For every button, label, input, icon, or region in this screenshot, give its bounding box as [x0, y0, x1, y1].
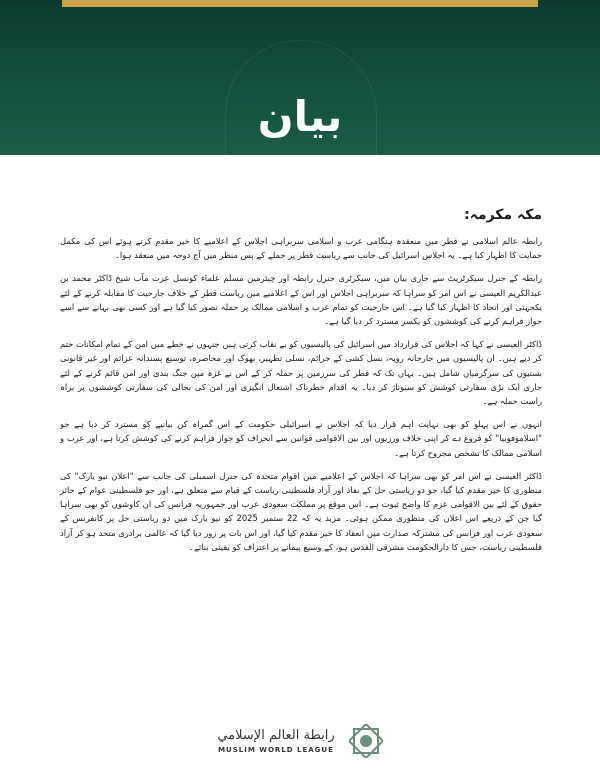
paragraph: رابطہ عالم اسلامی نے قطر میں منعقدہ ہنگامی عرب و اسلامی سربراہی اجلاس کے اعلامیے کا خیر مقدم کرتے ہوئے اس کی مکمل حمایت کا اظہار کیا ہے۔ یہ اجلاس اسرائیل کی جانب سے ریاست قطر پر حملے کے پس منظر میں آج دوحہ میں منعقد ہوا۔ — [60, 236, 542, 261]
logo-text — [217, 727, 334, 755]
paragraph: رابطہ کے جنرل سیکرٹریٹ سے جاری بیان میں، سیکرٹری جنرل رابطہ اور چیئرمین مسلم علماء کونسل عزت مآب شیخ ڈاکٹر محمد بن عبدالکریم العیسی نے اس امر کو سراہا کہ سربراہی اجلاس اور اس کے اعلامیے میں ریاست قطر کے خلاف جارحیت کا مقابلہ کرنے کے لئے یکجہتی اور اتحاد کا اظہار کیا گیا ہے۔ اس جارحیت کو تمام عرب و اسلامی ممالک پر حملہ تصور کیا گیا ہے اور کسی بھی بہانے سے اسے جواز فراہم کرنے کی کوششوں کو یکسر مسترد کر دیا گیا ہے۔ — [60, 273, 542, 327]
logo-english-name: MUSLIM WORLD LEAGUE — [218, 746, 334, 754]
paragraph: انہوں نے اس پہلو کو بھی نہایت اہم قرار دیا کہ اجلاس نے اسرائیلی حکومت کے اس گمراہ کن بیانیے کو مسترد کر دیا ہے جو "اسلاموفوبیا" کو فروغ دے کر اپنی خلاف ورزیوں اور بین الاقوامی قوانین سے انحراف کو جواز فراہم کرنے کی کوشش کرتا ہے، اور عرب و اسلامی ممالک کا تشخص مجروح کرتا ہے۔ — [60, 419, 542, 458]
gold-accent-bar — [62, 0, 538, 7]
footer-logo — [0, 718, 600, 764]
paragraph: ڈاکٹر العیسی نے کہا کہ اجلاس کی قرارداد میں اسرائیل کی پالیسیوں کو بے نقاب کرتی ہیں جنہوں نے خطے میں امن کے تمام امکانات ختم کر دیے ہیں۔ ان پالیسیوں میں جارحانہ رویہ، نسل کشی کے جرائم، نسلی تطہیر، بھوک اور محاصرہ، توسیع پسندانہ عزائم اور غیر قانونی بستیوں کی سرگرمیاں شامل ہیں۔ یہاں تک کہ قطر کی سرزمین پر حملہ کر کے اس نے غزہ میں جنگ بندی اور امن قائم کرنے کے لئے جاری ایک بڑی سفارتی کوشش کو سبوتاژ کر دیا۔ یہ اقدام خطرناک اشتعال انگیزی اور امن کی بحالی کی سفارتی کوششوں پر براہ راست حملہ ہے۔ — [60, 339, 542, 407]
logo-arabic-name: رابطة العالم الإسلامي — [217, 728, 335, 743]
paragraph: ڈاکٹر العیسی نے اس امر کو بھی سراہا کہ اجلاس کے اعلامیے میں اقوام متحدہ کی جنرل اسمبلی کی جانب سے "اعلان نیو یارک" کی منظوری کا خیر مقدم کیا گیا، جو دو ریاستی حل کے نفاذ اور آزاد فلسطینی ریاست کے قیام سے متعلق ہے، اور جو فلسطینی عوام کے جائز حقوق کے لئے بین الاقوامی عزم کا واضح ثبوت ہے۔ اس موقع پر مملکت سعودی عرب اور جمہوریہ فرانس کی ان کاوشوں کو بھی سراہا گیا جن کے ذریعے اس اعلان کی منظوری ممکن ہوئی۔ مزید یہ کہ 22 ستمبر 2025 کو نیو یارک میں دو ریاستی حل پر کانفرنس کے سعودی عرب اور فرانس کی مشترکہ صدارت میں انعقاد کا خیر مقدم کیا گیا، اور اس بات پر زور دیا گیا کہ عالمی برادری متحد ہو کر آزاد فلسطینی ریاست، جس کا دارالحکومت مشرقی القدس ہو، کے وسیع پیمانے پر اعتراف کو یقینی بنائے۔ — [60, 470, 542, 552]
page-title: بیان — [257, 92, 343, 141]
statement-body — [60, 206, 542, 563]
league-emblem-icon — [349, 724, 383, 758]
header-banner — [0, 0, 600, 155]
dateline: مکہ مکرمہ: — [464, 207, 542, 223]
